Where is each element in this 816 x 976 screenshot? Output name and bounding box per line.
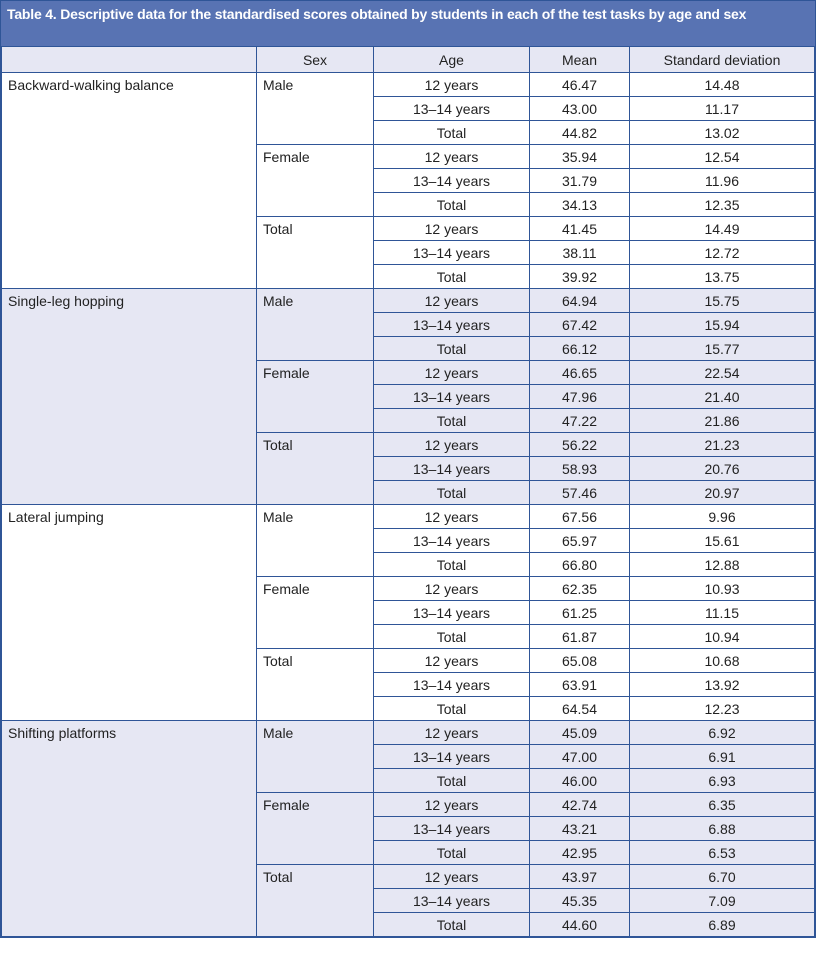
- sd-cell: 6.89: [630, 913, 815, 937]
- sex-cell: Male: [257, 721, 374, 793]
- sd-cell: 21.86: [630, 409, 815, 433]
- mean-cell: 65.08: [530, 649, 630, 673]
- sd-cell: 15.77: [630, 337, 815, 361]
- sd-cell: 9.96: [630, 505, 815, 529]
- sd-cell: 12.23: [630, 697, 815, 721]
- age-cell: 13–14 years: [374, 97, 530, 121]
- mean-cell: 46.47: [530, 73, 630, 97]
- age-cell: 13–14 years: [374, 457, 530, 481]
- sex-cell: Total: [257, 217, 374, 289]
- table-row: [2, 73, 815, 97]
- sd-cell: 14.49: [630, 217, 815, 241]
- age-cell: Total: [374, 481, 530, 505]
- sd-cell: 6.88: [630, 817, 815, 841]
- mean-cell: 57.46: [530, 481, 630, 505]
- sd-cell: 15.61: [630, 529, 815, 553]
- sd-cell: 12.35: [630, 193, 815, 217]
- age-cell: Total: [374, 121, 530, 145]
- header-mean: Mean: [530, 47, 630, 73]
- table-title: Descriptive data for the standardised scores obtained by students in each of the test tasks by age and sex: [60, 6, 747, 22]
- header-age: Age: [374, 47, 530, 73]
- age-cell: 12 years: [374, 289, 530, 313]
- header-sex: Sex: [257, 47, 374, 73]
- age-cell: Total: [374, 409, 530, 433]
- age-cell: 12 years: [374, 145, 530, 169]
- sex-cell: Female: [257, 577, 374, 649]
- mean-cell: 41.45: [530, 217, 630, 241]
- sd-cell: 13.75: [630, 265, 815, 289]
- age-cell: 12 years: [374, 793, 530, 817]
- mean-cell: 65.97: [530, 529, 630, 553]
- mean-cell: 61.87: [530, 625, 630, 649]
- sex-cell: Female: [257, 361, 374, 433]
- mean-cell: 43.00: [530, 97, 630, 121]
- sd-cell: 21.40: [630, 385, 815, 409]
- age-cell: Total: [374, 913, 530, 937]
- age-cell: 13–14 years: [374, 529, 530, 553]
- table-caption: [1, 1, 815, 46]
- mean-cell: 42.74: [530, 793, 630, 817]
- sd-cell: 6.35: [630, 793, 815, 817]
- sd-cell: 6.70: [630, 865, 815, 889]
- sd-cell: 6.93: [630, 769, 815, 793]
- mean-cell: 34.13: [530, 193, 630, 217]
- age-cell: Total: [374, 625, 530, 649]
- age-cell: 13–14 years: [374, 169, 530, 193]
- mean-cell: 63.91: [530, 673, 630, 697]
- sd-cell: 6.91: [630, 745, 815, 769]
- age-cell: 12 years: [374, 217, 530, 241]
- sd-cell: 21.23: [630, 433, 815, 457]
- sd-cell: 13.92: [630, 673, 815, 697]
- sd-cell: 20.76: [630, 457, 815, 481]
- mean-cell: 64.94: [530, 289, 630, 313]
- data-table: [1, 46, 815, 937]
- mean-cell: 47.22: [530, 409, 630, 433]
- mean-cell: 31.79: [530, 169, 630, 193]
- age-cell: 13–14 years: [374, 745, 530, 769]
- mean-cell: 58.93: [530, 457, 630, 481]
- sex-cell: Female: [257, 793, 374, 865]
- task-name: Backward-walking balance: [2, 73, 257, 289]
- age-cell: 13–14 years: [374, 313, 530, 337]
- sex-cell: Total: [257, 865, 374, 937]
- sex-cell: Total: [257, 433, 374, 505]
- table-label: Table 4.: [7, 6, 57, 22]
- sd-cell: 10.68: [630, 649, 815, 673]
- age-cell: 13–14 years: [374, 385, 530, 409]
- sd-cell: 20.97: [630, 481, 815, 505]
- table-body: [2, 73, 815, 937]
- sex-cell: Total: [257, 649, 374, 721]
- task-name: Single-leg hopping: [2, 289, 257, 505]
- mean-cell: 61.25: [530, 601, 630, 625]
- mean-cell: 66.80: [530, 553, 630, 577]
- header-row: [2, 47, 815, 73]
- sd-cell: 14.48: [630, 73, 815, 97]
- sex-cell: Female: [257, 145, 374, 217]
- sd-cell: 11.15: [630, 601, 815, 625]
- age-cell: 12 years: [374, 865, 530, 889]
- age-cell: 13–14 years: [374, 817, 530, 841]
- sd-cell: 15.75: [630, 289, 815, 313]
- mean-cell: 44.60: [530, 913, 630, 937]
- age-cell: Total: [374, 193, 530, 217]
- header-task: [2, 47, 257, 73]
- age-cell: 12 years: [374, 433, 530, 457]
- mean-cell: 39.92: [530, 265, 630, 289]
- table-row: [2, 289, 815, 313]
- sd-cell: 7.09: [630, 889, 815, 913]
- mean-cell: 44.82: [530, 121, 630, 145]
- mean-cell: 47.96: [530, 385, 630, 409]
- sex-cell: Male: [257, 505, 374, 577]
- mean-cell: 46.65: [530, 361, 630, 385]
- sd-cell: 6.92: [630, 721, 815, 745]
- sex-cell: Male: [257, 73, 374, 145]
- age-cell: 13–14 years: [374, 601, 530, 625]
- mean-cell: 67.56: [530, 505, 630, 529]
- mean-cell: 43.21: [530, 817, 630, 841]
- mean-cell: 45.35: [530, 889, 630, 913]
- age-cell: Total: [374, 265, 530, 289]
- age-cell: 12 years: [374, 505, 530, 529]
- sd-cell: 11.96: [630, 169, 815, 193]
- age-cell: 12 years: [374, 721, 530, 745]
- age-cell: Total: [374, 697, 530, 721]
- sd-cell: 13.02: [630, 121, 815, 145]
- age-cell: 13–14 years: [374, 889, 530, 913]
- mean-cell: 47.00: [530, 745, 630, 769]
- age-cell: Total: [374, 553, 530, 577]
- sd-cell: 12.72: [630, 241, 815, 265]
- mean-cell: 46.00: [530, 769, 630, 793]
- mean-cell: 35.94: [530, 145, 630, 169]
- mean-cell: 45.09: [530, 721, 630, 745]
- mean-cell: 56.22: [530, 433, 630, 457]
- age-cell: 12 years: [374, 361, 530, 385]
- task-name: Shifting platforms: [2, 721, 257, 937]
- sd-cell: 12.54: [630, 145, 815, 169]
- sd-cell: 12.88: [630, 553, 815, 577]
- mean-cell: 42.95: [530, 841, 630, 865]
- header-sd: Standard deviation: [630, 47, 815, 73]
- age-cell: Total: [374, 769, 530, 793]
- sd-cell: 11.17: [630, 97, 815, 121]
- sd-cell: 22.54: [630, 361, 815, 385]
- mean-cell: 43.97: [530, 865, 630, 889]
- mean-cell: 62.35: [530, 577, 630, 601]
- sex-cell: Male: [257, 289, 374, 361]
- task-name: Lateral jumping: [2, 505, 257, 721]
- mean-cell: 64.54: [530, 697, 630, 721]
- sd-cell: 6.53: [630, 841, 815, 865]
- mean-cell: 38.11: [530, 241, 630, 265]
- age-cell: 12 years: [374, 73, 530, 97]
- mean-cell: 66.12: [530, 337, 630, 361]
- age-cell: 12 years: [374, 577, 530, 601]
- sd-cell: 10.94: [630, 625, 815, 649]
- sd-cell: 15.94: [630, 313, 815, 337]
- sd-cell: 10.93: [630, 577, 815, 601]
- age-cell: 13–14 years: [374, 241, 530, 265]
- age-cell: Total: [374, 337, 530, 361]
- table-row: [2, 505, 815, 529]
- age-cell: 12 years: [374, 649, 530, 673]
- mean-cell: 67.42: [530, 313, 630, 337]
- age-cell: 13–14 years: [374, 673, 530, 697]
- age-cell: Total: [374, 841, 530, 865]
- table-row: [2, 721, 815, 745]
